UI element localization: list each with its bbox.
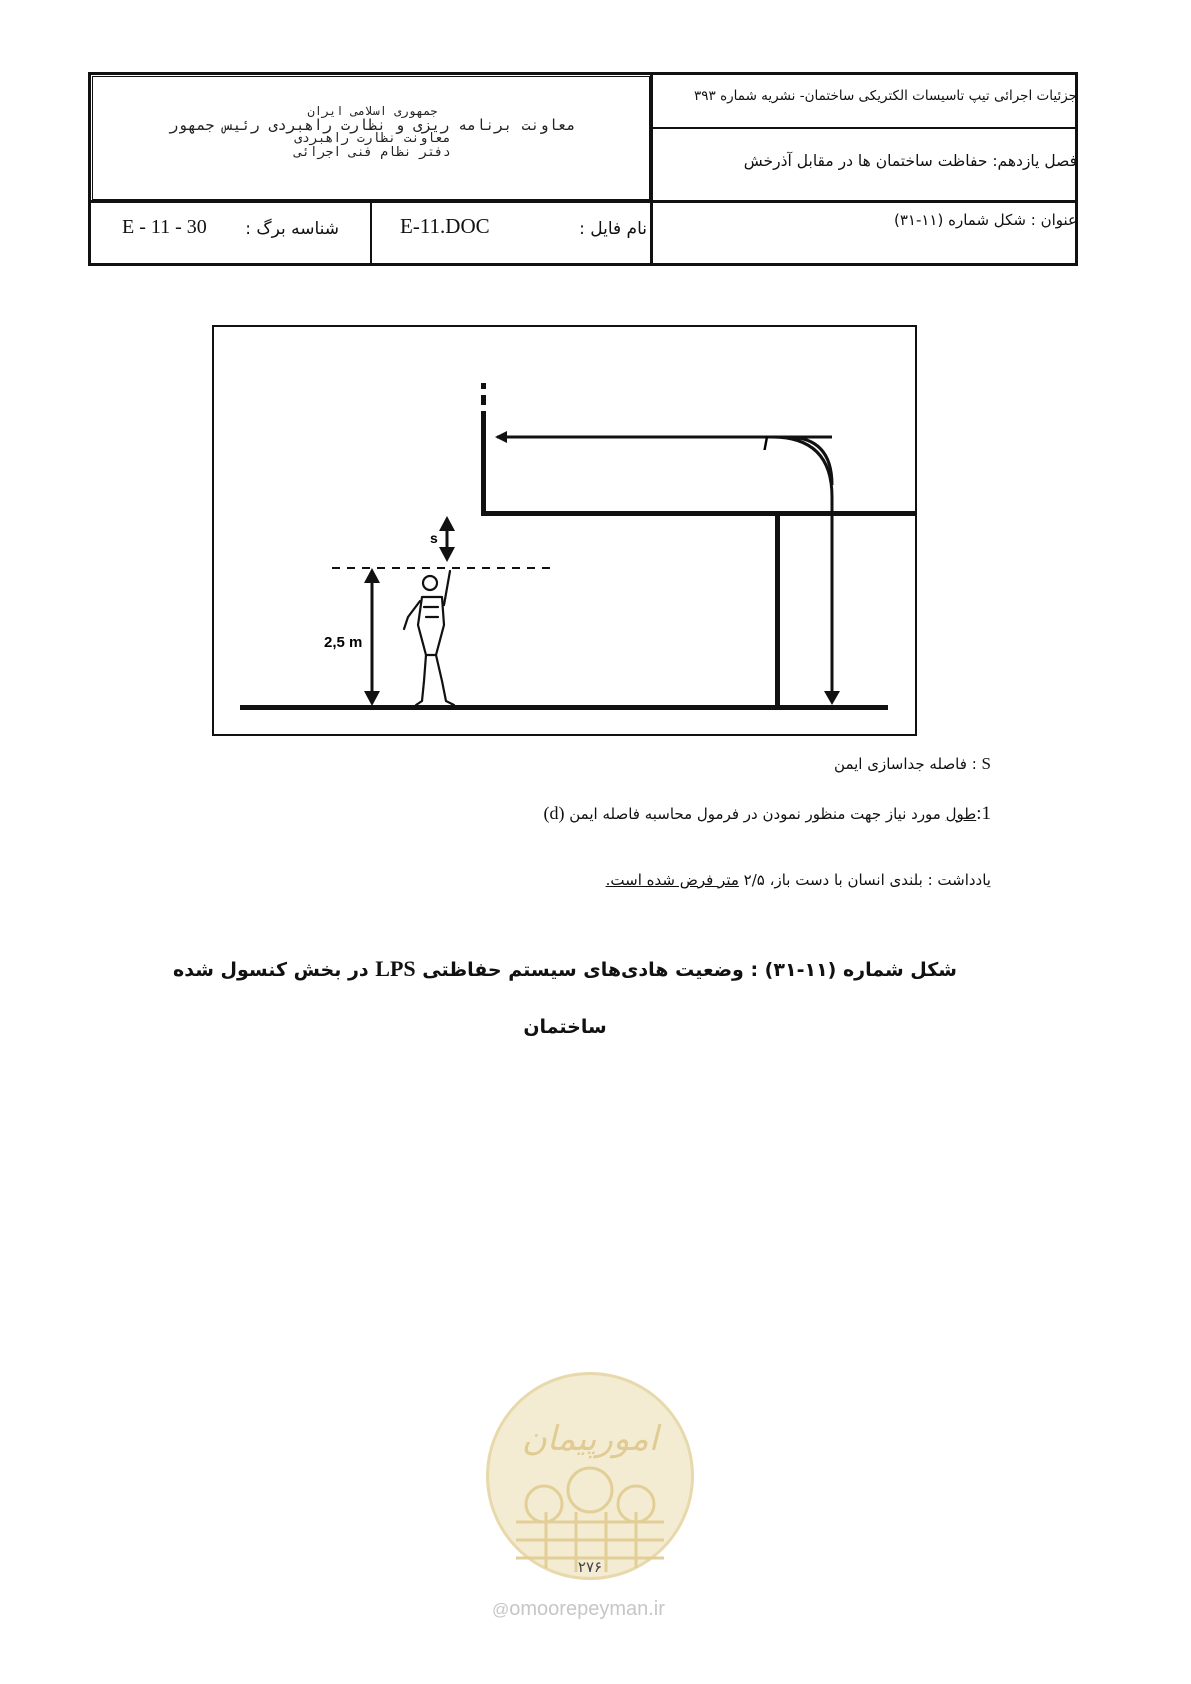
- label-height: 2,5 m: [324, 634, 363, 651]
- note-l-text: مورد نیاز جهت منظور نمودن در فرمول محاسبه فاصله ایمن: [569, 805, 946, 823]
- sheet-id: E - 11 - 30: [122, 216, 207, 238]
- figure-subject: عنوان : شکل شماره (۱۱-۳۱): [893, 211, 1077, 229]
- header-right-mid-divider: [652, 127, 1078, 129]
- caption-part-b: در بخش کنسول شده: [173, 959, 369, 981]
- caption-part-a: شکل شماره (۱۱-۳۱) : وضعیت هادی‌های سیستم حفاظتی: [422, 959, 957, 981]
- note-s-text: : فاصله جداسازی ایمن: [834, 755, 977, 773]
- cantilever-bottom-edge: [481, 511, 917, 516]
- website-text: omoorepeyman.ir: [509, 1598, 665, 1620]
- org-line-1: جمهوری اسلامی ایران: [307, 104, 438, 118]
- conductor-dash-2: [481, 395, 486, 405]
- label-l: l: [763, 434, 769, 454]
- watermark-emblem: [486, 1372, 694, 1580]
- s-arrow-down: [439, 547, 455, 562]
- org-line-2: معاونت برنامه ریزی و نظارت راهبردی رئیس جمهور: [169, 116, 576, 134]
- memo-underlined: متر فرض شده است.: [605, 871, 739, 889]
- note-l-variable: (d): [543, 803, 565, 823]
- org-line-4: دفتر نظام فنی اجرائی: [294, 145, 451, 160]
- chapter-title: فصل یازدهم: حفاظت ساختمان ها در مقابل آذرخش: [743, 152, 1077, 170]
- header-bottom-cell-divider: [370, 200, 372, 266]
- human-figure: [404, 571, 454, 705]
- note-l-key: 1:: [976, 803, 991, 824]
- watermark-text: امورپیمان: [521, 1419, 659, 1459]
- height-arrow-down: [364, 691, 380, 706]
- header-bottom-row-divider: [88, 200, 1078, 203]
- figure-caption-line-1: [150, 956, 980, 982]
- height-arrow-up: [364, 568, 380, 583]
- conductor-dash-top: [481, 383, 486, 389]
- file-name: E-11.DOC: [400, 214, 490, 238]
- figure-caption-line-2: ساختمان: [523, 1016, 607, 1038]
- page-number: ۲۷۶: [577, 1558, 603, 1576]
- lps-diagram: [212, 325, 917, 736]
- path-l-bottom-arrowhead: [824, 691, 840, 705]
- caption-lps: LPS: [375, 956, 416, 981]
- sheet-label: شناسه برگ :: [245, 219, 339, 239]
- label-s: s: [430, 530, 438, 546]
- org-block: [100, 104, 645, 160]
- note-l-underlined: طول: [945, 805, 977, 823]
- path-l-arc: [772, 437, 832, 697]
- s-arrow-up: [439, 516, 455, 531]
- down-conductor: [481, 411, 486, 513]
- ground-line: [240, 705, 888, 710]
- note-s: [834, 754, 991, 774]
- memo-plain: یادداشت : بلندی انسان با دست باز، ۲/۵: [738, 871, 991, 889]
- building-wall: [775, 511, 780, 707]
- org-line-3: معاونت نظارت راهبردی: [294, 131, 451, 146]
- file-label: نام فایل :: [579, 219, 647, 239]
- header-vertical-divider: [650, 72, 653, 266]
- note-s-key: S: [981, 754, 991, 773]
- memo-note: [606, 871, 991, 889]
- website-watermark: [492, 1598, 665, 1621]
- note-l: [543, 803, 991, 825]
- at-icon: @: [492, 1600, 510, 1619]
- series-title: جزئیات اجرائی تیپ تاسیسات الکتریکی ساختمان- نشریه شماره ۳۹۳: [694, 88, 1077, 104]
